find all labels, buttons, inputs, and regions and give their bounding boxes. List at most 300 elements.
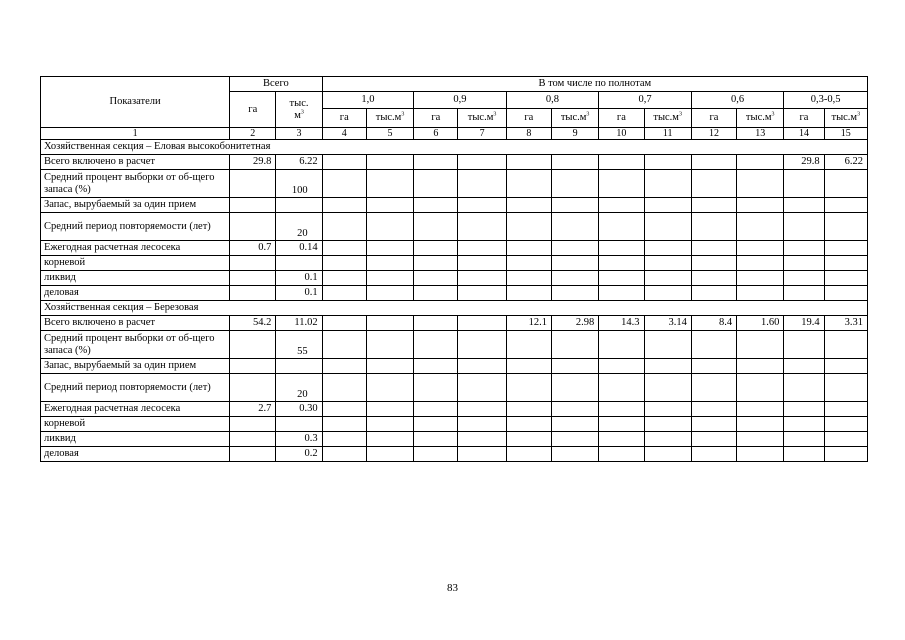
table-cell [737, 155, 784, 170]
table-cell [458, 331, 506, 359]
table-cell: 0.1 [276, 271, 322, 286]
table-cell [230, 286, 276, 301]
table-cell [322, 432, 366, 447]
volume-subheader-sup: 3 [857, 111, 861, 118]
table-cell [506, 432, 551, 447]
column-number: 8 [506, 128, 551, 140]
table-cell [506, 286, 551, 301]
table-cell [366, 256, 413, 271]
column-number-row [41, 128, 868, 140]
by-density-header: В том числе по полнотам [322, 77, 867, 92]
table-cell [506, 170, 551, 198]
column-number: 11 [644, 128, 691, 140]
row-label: Средний процент выборки от об-щего запаса (%) [41, 170, 230, 198]
row-label: Всего включено в расчет [41, 155, 230, 170]
table-cell [551, 155, 598, 170]
table-cell [551, 374, 598, 402]
table-cell [414, 402, 458, 417]
table-cell: 6.22 [276, 155, 322, 170]
header-row-1 [41, 77, 868, 92]
table-cell [230, 331, 276, 359]
table-cell [644, 155, 691, 170]
table-cell [691, 432, 736, 447]
volume-subheader-sup: 3 [493, 111, 497, 118]
table-cell [691, 402, 736, 417]
table-cell [322, 241, 366, 256]
ha-subheader: га [322, 109, 366, 128]
table-cell [322, 170, 366, 198]
table-cell [506, 374, 551, 402]
table-cell [414, 447, 458, 462]
table-cell: 0.30 [276, 402, 322, 417]
table-cell [366, 316, 413, 331]
table-cell: 54.2 [230, 316, 276, 331]
table-cell [506, 256, 551, 271]
table-cell [414, 155, 458, 170]
table-cell [230, 359, 276, 374]
table-cell [230, 170, 276, 198]
table-cell [551, 447, 598, 462]
table-cell: 12.1 [506, 316, 551, 331]
table-cell [322, 213, 366, 241]
section-title: Хозяйственная секция – Еловая высокобонитетная [41, 140, 868, 155]
table-cell [366, 286, 413, 301]
total-header: Всего [230, 77, 323, 92]
table-cell [599, 331, 644, 359]
table-cell [691, 198, 736, 213]
table-cell [599, 402, 644, 417]
table-cell [414, 256, 458, 271]
table-cell [458, 198, 506, 213]
volume-subheader-text: тыс.м [653, 112, 679, 123]
table-cell [458, 447, 506, 462]
volume-unit-line1: тыс. [289, 97, 309, 109]
row-label: Запас, вырубаемый за один прием [41, 198, 230, 213]
volume-subheader-sup: 3 [401, 111, 405, 118]
table-cell [506, 271, 551, 286]
table-cell [322, 374, 366, 402]
row-label: Запас, вырубаемый за один прием [41, 359, 230, 374]
table-cell [737, 447, 784, 462]
table-cell [691, 286, 736, 301]
row-label: корневой [41, 417, 230, 432]
table-cell [691, 447, 736, 462]
table-cell [737, 432, 784, 447]
table-cell [366, 331, 413, 359]
table-cell [644, 359, 691, 374]
volume-subheader-text: тыс.м [831, 112, 858, 123]
table-cell [644, 417, 691, 432]
table-cell [824, 213, 867, 241]
ha-subheader: га [784, 109, 824, 128]
table-cell [784, 402, 824, 417]
table-cell [824, 402, 867, 417]
table-cell [644, 374, 691, 402]
table-cell [414, 170, 458, 198]
table-cell [322, 447, 366, 462]
volume-subheader [458, 109, 506, 128]
table-cell [599, 241, 644, 256]
table-cell [366, 447, 413, 462]
density-header: 1,0 [322, 92, 414, 109]
table-cell [276, 198, 322, 213]
section-title-row [41, 140, 868, 155]
table-cell [366, 241, 413, 256]
table-cell: 19.4 [784, 316, 824, 331]
table-cell [366, 432, 413, 447]
table-cell [458, 256, 506, 271]
column-number: 6 [414, 128, 458, 140]
table-cell [276, 417, 322, 432]
ha-subheader: га [599, 109, 644, 128]
table-cell [784, 198, 824, 213]
table-cell [644, 170, 691, 198]
table-row [41, 286, 868, 301]
table-cell [458, 359, 506, 374]
density-header: 0,6 [691, 92, 784, 109]
table-cell [414, 213, 458, 241]
table-cell [599, 213, 644, 241]
table-cell [599, 155, 644, 170]
table-cell [551, 402, 598, 417]
table-cell [322, 331, 366, 359]
table-row [41, 198, 868, 213]
table-cell [551, 432, 598, 447]
table-cell [366, 417, 413, 432]
table-cell [599, 359, 644, 374]
table-cell: 8.4 [691, 316, 736, 331]
row-label: Ежегодная расчетная лесосека [41, 241, 230, 256]
table-cell [599, 432, 644, 447]
column-number: 13 [737, 128, 784, 140]
table-cell [551, 213, 598, 241]
table-cell: 29.8 [230, 155, 276, 170]
table-cell [414, 374, 458, 402]
table-cell [414, 286, 458, 301]
table-cell [458, 402, 506, 417]
table-cell [551, 198, 598, 213]
table-cell [366, 213, 413, 241]
table-cell [230, 374, 276, 402]
column-number: 1 [41, 128, 230, 140]
volume-subheader [551, 109, 598, 128]
table-cell [551, 359, 598, 374]
volume-subheader-sup: 3 [586, 111, 590, 118]
volume-subheader [824, 109, 867, 128]
table-cell: 100 [276, 170, 322, 198]
table-cell [824, 271, 867, 286]
table-row [41, 155, 868, 170]
table-row [41, 359, 868, 374]
table-row [41, 432, 868, 447]
table-cell [551, 256, 598, 271]
table-cell [506, 155, 551, 170]
table-cell [784, 170, 824, 198]
table-cell: 3.31 [824, 316, 867, 331]
table-cell [824, 331, 867, 359]
table-cell [458, 213, 506, 241]
table-cell [824, 359, 867, 374]
table-row [41, 271, 868, 286]
volume-subheader [644, 109, 691, 128]
table-cell [322, 417, 366, 432]
table-cell [691, 241, 736, 256]
volume-subheader-sup: 3 [678, 111, 682, 118]
table-cell [691, 331, 736, 359]
table-cell [366, 170, 413, 198]
table-cell: 3.14 [644, 316, 691, 331]
volume-subheader-text: тыс.м [467, 112, 494, 123]
column-number: 2 [230, 128, 276, 140]
table-cell [551, 417, 598, 432]
table-cell [506, 198, 551, 213]
table-cell [366, 271, 413, 286]
table-cell [506, 241, 551, 256]
table-cell [599, 286, 644, 301]
table-cell [644, 213, 691, 241]
table-cell [414, 271, 458, 286]
table-cell [599, 374, 644, 402]
table-cell: 6.22 [824, 155, 867, 170]
ha-subheader: га [414, 109, 458, 128]
table-row [41, 213, 868, 241]
row-label: Ежегодная расчетная лесосека [41, 402, 230, 417]
table-cell [506, 331, 551, 359]
table-cell: 11.02 [276, 316, 322, 331]
table-cell [322, 155, 366, 170]
table-cell: 0.14 [276, 241, 322, 256]
table-cell [737, 359, 784, 374]
table-cell [506, 447, 551, 462]
table-cell [784, 417, 824, 432]
column-number: 12 [691, 128, 736, 140]
table-cell [599, 170, 644, 198]
table-cell: 14.3 [599, 316, 644, 331]
table-cell [737, 213, 784, 241]
table-cell [458, 374, 506, 402]
column-number: 14 [784, 128, 824, 140]
table-cell [414, 417, 458, 432]
table-cell [458, 417, 506, 432]
table-cell [824, 432, 867, 447]
table-cell [322, 286, 366, 301]
table-cell [824, 256, 867, 271]
table-cell [414, 359, 458, 374]
table-row [41, 417, 868, 432]
table-cell [784, 241, 824, 256]
table-cell [691, 359, 736, 374]
table-cell [644, 256, 691, 271]
table-cell [691, 256, 736, 271]
table-cell [644, 271, 691, 286]
table-cell [322, 198, 366, 213]
table-cell [784, 331, 824, 359]
table-cell [784, 256, 824, 271]
table-cell: 0.1 [276, 286, 322, 301]
table-row [41, 241, 868, 256]
table-cell [824, 447, 867, 462]
row-label: Средний процент выборки от об-щего запаса (%) [41, 331, 230, 359]
table-cell [824, 198, 867, 213]
table-cell [551, 331, 598, 359]
table-row [41, 256, 868, 271]
table-cell [784, 432, 824, 447]
volume-subheader-text: тыс.м [375, 112, 402, 123]
table-cell: 2.7 [230, 402, 276, 417]
table-cell [737, 331, 784, 359]
table-cell [784, 286, 824, 301]
table-row [41, 331, 868, 359]
table-cell [691, 170, 736, 198]
table-cell [599, 271, 644, 286]
density-header: 0,3-0,5 [784, 92, 868, 109]
total-volume-header [276, 92, 322, 128]
table-cell [599, 256, 644, 271]
column-number: 9 [551, 128, 598, 140]
table-cell [737, 286, 784, 301]
column-number: 7 [458, 128, 506, 140]
density-header: 0,7 [599, 92, 692, 109]
table-cell [458, 170, 506, 198]
table-cell [644, 447, 691, 462]
table-cell [230, 447, 276, 462]
table-cell [824, 417, 867, 432]
column-number: 3 [276, 128, 322, 140]
table-cell [366, 374, 413, 402]
table-cell [644, 331, 691, 359]
table-cell: 29.8 [784, 155, 824, 170]
table-cell [824, 170, 867, 198]
table-cell [784, 359, 824, 374]
section-title: Хозяйственная секция – Березовая [41, 301, 868, 316]
volume-subheader-text: тыс.м [560, 112, 587, 123]
table-cell: 2.98 [551, 316, 598, 331]
table-cell [784, 271, 824, 286]
table-cell [691, 155, 736, 170]
row-label: корневой [41, 256, 230, 271]
table-cell [322, 271, 366, 286]
table-cell [276, 359, 322, 374]
table-cell: 0.2 [276, 447, 322, 462]
table-cell [551, 271, 598, 286]
table-cell [230, 432, 276, 447]
table-cell [414, 316, 458, 331]
table-cell [506, 417, 551, 432]
table-cell [784, 213, 824, 241]
table-cell [414, 331, 458, 359]
table-cell [737, 271, 784, 286]
volume-unit-line2: м [294, 109, 301, 121]
table-cell: 0.3 [276, 432, 322, 447]
table-cell [458, 241, 506, 256]
ha-subheader: га [506, 109, 551, 128]
table-cell [276, 256, 322, 271]
column-number: 4 [322, 128, 366, 140]
column-number: 5 [366, 128, 413, 140]
indicators-header: Показатели [41, 77, 230, 128]
density-header: 0,9 [414, 92, 507, 109]
table-cell [644, 432, 691, 447]
table-cell [230, 256, 276, 271]
table-cell [824, 374, 867, 402]
table-row [41, 402, 868, 417]
table-cell [644, 286, 691, 301]
table-cell [551, 170, 598, 198]
table-row [41, 447, 868, 462]
table-cell [230, 213, 276, 241]
table-cell [644, 241, 691, 256]
table-cell [322, 359, 366, 374]
table-cell [506, 213, 551, 241]
volume-subheader [737, 109, 784, 128]
table-row [41, 374, 868, 402]
row-label: деловая [41, 286, 230, 301]
table-cell [230, 198, 276, 213]
table-cell [458, 316, 506, 331]
table-cell [737, 417, 784, 432]
table-row [41, 170, 868, 198]
table-cell [599, 447, 644, 462]
table-cell [599, 417, 644, 432]
table-cell [506, 359, 551, 374]
table-cell [737, 374, 784, 402]
table-cell [691, 417, 736, 432]
density-header: 0,8 [506, 92, 599, 109]
table-cell [824, 241, 867, 256]
table-cell [458, 271, 506, 286]
table-cell [322, 402, 366, 417]
row-label: Средний период повторяемости (лет) [41, 213, 230, 241]
table-cell [551, 241, 598, 256]
table-cell [322, 256, 366, 271]
table-cell [737, 402, 784, 417]
table-cell [644, 402, 691, 417]
total-ha-header: га [230, 92, 276, 128]
table-cell [691, 213, 736, 241]
table-cell: 55 [276, 331, 322, 359]
table-cell [784, 447, 824, 462]
table-cell [414, 241, 458, 256]
allowable-cut-table [40, 76, 868, 462]
table-cell [737, 198, 784, 213]
table-cell [230, 271, 276, 286]
table-cell [784, 374, 824, 402]
volume-subheader-sup: 3 [771, 111, 775, 118]
table-cell [414, 198, 458, 213]
table-cell: 20 [276, 374, 322, 402]
volume-subheader [366, 109, 413, 128]
table-cell [691, 374, 736, 402]
table-cell [366, 359, 413, 374]
table-cell [644, 198, 691, 213]
row-label: Средний период повторяемости (лет) [41, 374, 230, 402]
row-label: деловая [41, 447, 230, 462]
page-number: 83 [447, 582, 458, 594]
table-cell [737, 170, 784, 198]
column-number: 15 [824, 128, 867, 140]
column-number: 10 [599, 128, 644, 140]
table-cell: 0.7 [230, 241, 276, 256]
volume-subheader-text: тыс.м [745, 112, 772, 123]
table-cell [366, 155, 413, 170]
ha-subheader: га [691, 109, 736, 128]
table-cell [824, 286, 867, 301]
table-cell [691, 271, 736, 286]
table-cell [322, 316, 366, 331]
table-cell [458, 155, 506, 170]
table-cell [230, 417, 276, 432]
row-label: ликвид [41, 432, 230, 447]
